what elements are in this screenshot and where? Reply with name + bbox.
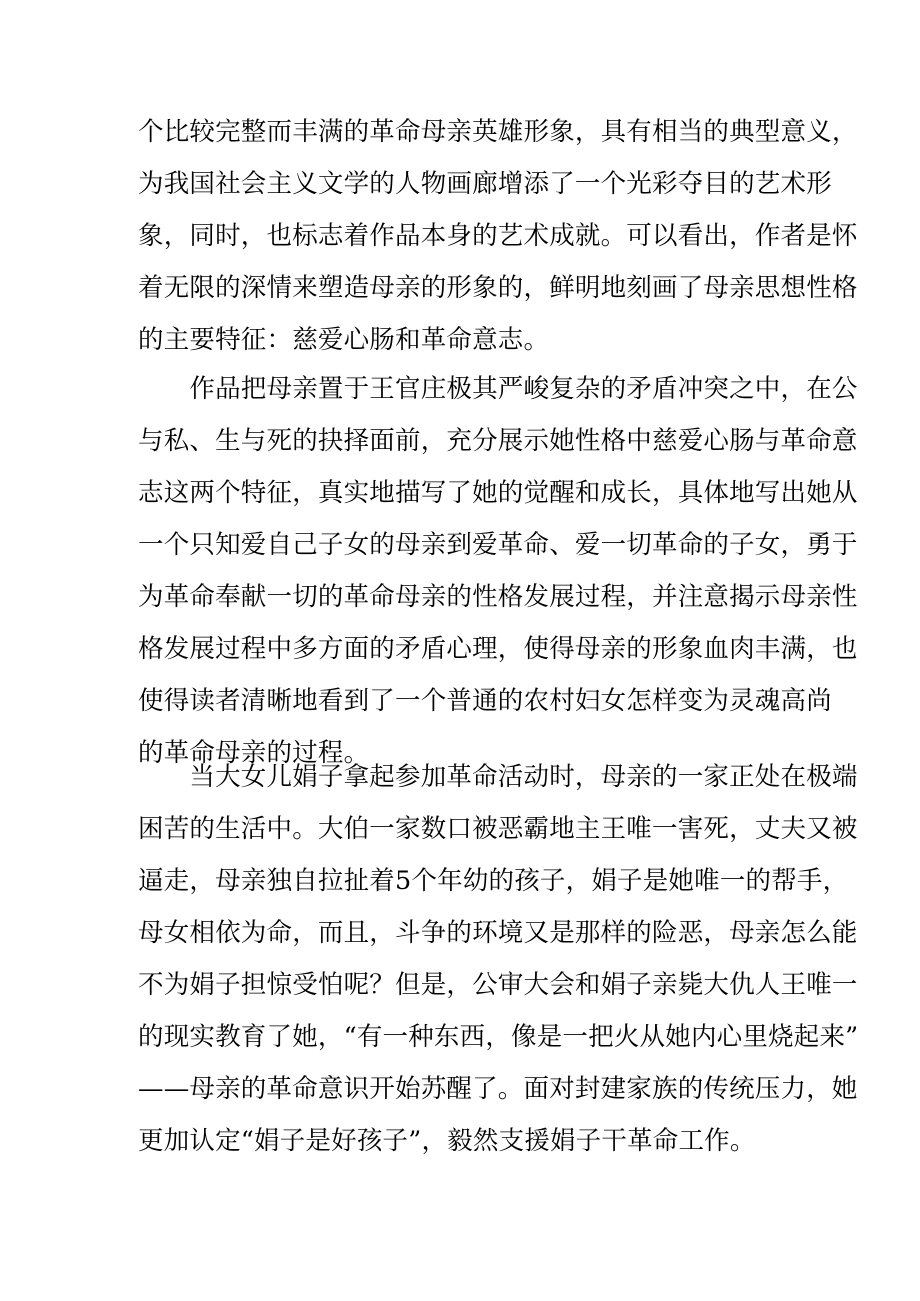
text-line: 的主要特征：慈爱心肠和革命意志。	[138, 325, 550, 355]
text-line: 使得读者清晰地看到了一个普通的农村妇女怎样变为灵魂高尚	[138, 686, 832, 716]
text-line: 为革命奉献一切的革命母亲的性格发展过程，并注意揭示母亲性	[138, 582, 858, 612]
text-line: 的现实教育了她，“有一种东西，像是一把火从她内心里烧起来”	[138, 1022, 859, 1052]
text-line: 为我国社会主义文学的人物画廊增添了一个光彩夺目的艺术形	[138, 169, 832, 199]
text-line: 着无限的深情来塑造母亲的形象的，鲜明地刻画了母亲思想性格	[138, 273, 858, 303]
text-line: 母女相依为命，而且，斗争的环境又是那样的险恶，母亲怎么能	[138, 918, 858, 948]
text-line: ——母亲的革命意识开始苏醒了。面对封建家族的传统压力，她	[138, 1074, 858, 1104]
text-line: 的革命母亲的过程。	[138, 738, 370, 768]
text-line: 志这两个特征，真实地描写了她的觉醒和成长，具体地写出她从	[138, 478, 858, 508]
text-line: 更加认定“娟子是好孩子”，毅然支援娟子干革命工作。	[138, 1126, 756, 1156]
text-line: 与私、生与死的抉择面前，充分展示她性格中慈爱心肠与革命意	[138, 426, 858, 456]
text-line: 作品把母亲置于王官庄极其严峻复杂的矛盾冲突之中，在公	[138, 374, 858, 404]
text-line: 困苦的生活中。大伯一家数口被恶霸地主王唯一害死，丈夫又被	[138, 814, 858, 844]
text-line: 当大女儿娟子拿起参加革命活动时，母亲的一家正处在极端	[138, 762, 858, 792]
paragraph-3	[138, 751, 859, 1167]
text-line: 个比较完整而丰满的革命母亲英雄形象，具有相当的典型意义，	[138, 117, 858, 147]
text-line: 一个只知爱自己子女的母亲到爱革命、爱一切革命的子女，勇于	[138, 530, 858, 560]
text-line: 象，同时，也标志着作品本身的艺术成就。可以看出，作者是怀	[138, 221, 858, 251]
text-line: 不为娟子担惊受怕呢？但是，公审大会和娟子亲毙大仇人王唯一	[138, 970, 858, 1000]
text-line: 格发展过程中多方面的矛盾心理，使得母亲的形象血肉丰满，也	[138, 634, 858, 664]
paragraph-2	[138, 363, 858, 779]
paragraph-1	[138, 106, 858, 366]
text-line: 逼走，母亲独自拉扯着5个年幼的孩子，娟子是她唯一的帮手，	[138, 866, 849, 896]
